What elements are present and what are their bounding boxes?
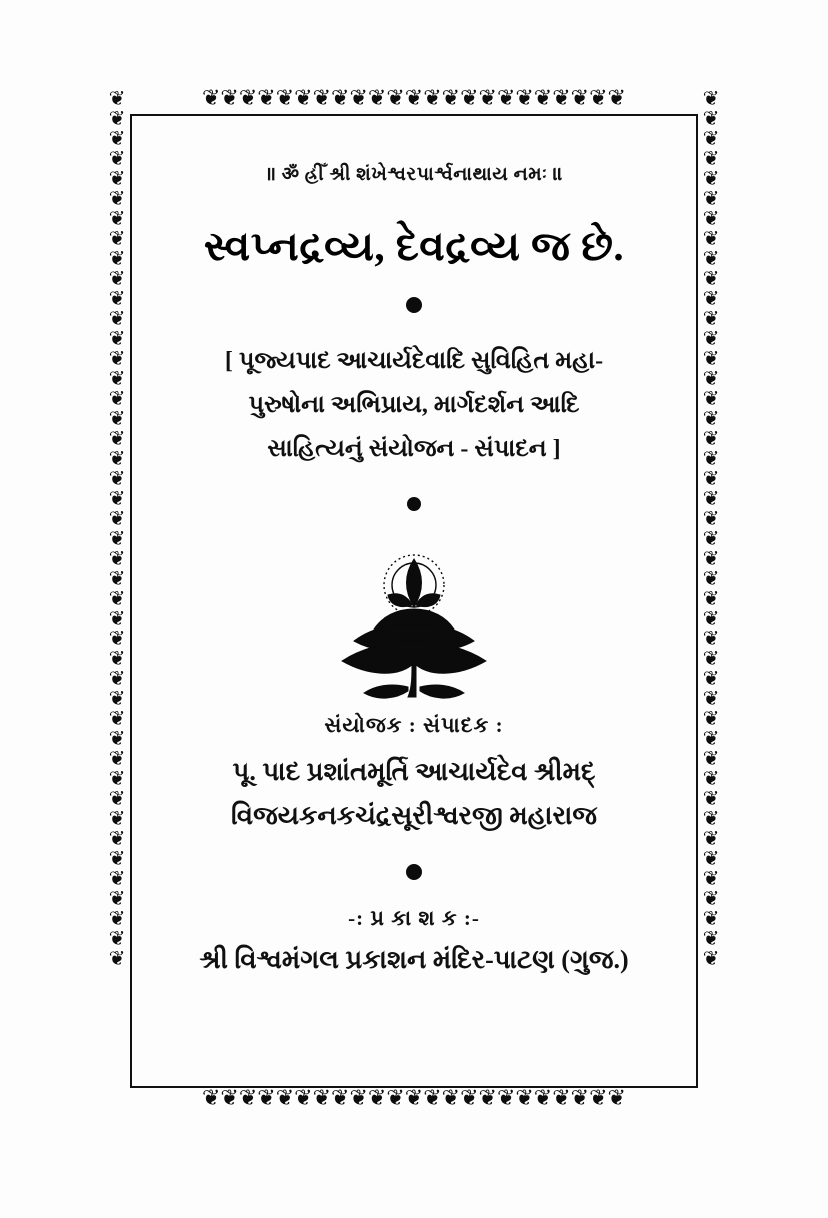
border-ornament-glyph: ❦ bbox=[108, 766, 126, 790]
ornament-dot-1 bbox=[406, 297, 422, 313]
border-band-top: ❦❦❦❦❦❦❦❦❦❦❦❦❦❦❦❦❦❦❦❦❦❦❦ bbox=[202, 88, 626, 111]
border-ornament-glyph: ❦ bbox=[702, 866, 720, 890]
border-ornament-glyph: ❦ bbox=[702, 406, 720, 430]
border-ornament-glyph: ❦ bbox=[702, 166, 720, 190]
border-ornament-glyph: ❦ bbox=[108, 426, 126, 450]
border-band-right bbox=[698, 88, 724, 1114]
border-ornament-glyph: ❦ bbox=[702, 226, 720, 250]
border-ornament-glyph: ❦ bbox=[108, 666, 126, 690]
border-ornament-glyph: ❦ bbox=[108, 346, 126, 370]
border-ornament-glyph: ❦ bbox=[702, 466, 720, 490]
border-ornament-glyph: ❦ bbox=[108, 546, 126, 570]
border-ornament-glyph: ❦ bbox=[108, 126, 126, 150]
border-ornament-glyph: ❦ bbox=[702, 926, 720, 950]
border-ornament-glyph: ❦ bbox=[702, 786, 720, 810]
border-ornament-glyph: ❦ bbox=[108, 826, 126, 850]
border-ornament-glyph: ❦ bbox=[702, 326, 720, 350]
border-ornament-glyph: ❦ bbox=[108, 566, 126, 590]
border-ornament-glyph: ❦ bbox=[108, 326, 126, 350]
border-ornament-glyph: ❦ bbox=[108, 706, 126, 730]
border-ornament-glyph: ❦ bbox=[702, 386, 720, 410]
border-ornament-glyph: ❦ bbox=[108, 186, 126, 210]
border-ornament-glyph: ❦ bbox=[702, 666, 720, 690]
border-ornament-glyph: ❦ bbox=[702, 586, 720, 610]
border-ornament-glyph: ❦ bbox=[702, 246, 720, 270]
border-ornament-glyph: ❦ bbox=[702, 206, 720, 230]
border-ornament-glyph: ❦ bbox=[702, 606, 720, 630]
border-ornament-glyph: ❦ bbox=[702, 186, 720, 210]
border-ornament-glyph: ❦ bbox=[108, 586, 126, 610]
border-ornament-glyph: ❦ bbox=[702, 686, 720, 710]
border-ornament-glyph: ❦ bbox=[108, 906, 126, 930]
border-ornament-glyph: ❦ bbox=[108, 146, 126, 170]
border-ornament-glyph: ❦ bbox=[108, 806, 126, 830]
border-ornament-glyph: ❦ bbox=[108, 946, 126, 970]
ornament-dot-3 bbox=[406, 864, 422, 880]
border-ornament-glyph: ❦ bbox=[702, 88, 720, 110]
border-ornament-glyph: ❦ bbox=[108, 866, 126, 890]
border-ornament-glyph: ❦ bbox=[108, 786, 126, 810]
border-ornament-glyph: ❦ bbox=[108, 686, 126, 710]
lotus-emblem-icon bbox=[304, 537, 524, 707]
border-ornament-glyph: ❦ bbox=[702, 806, 720, 830]
border-ornament-glyph: ❦ bbox=[702, 286, 720, 310]
subtitle-line-2: પુરુષોના અભિપ્રાય, માર્ગદર્શન આદિ bbox=[248, 392, 580, 418]
border-ornament-glyph: ❦ bbox=[108, 306, 126, 330]
border-band-left bbox=[104, 88, 130, 1114]
compiler-name-line-2: વિજયકનકચંદ્રસૂરીશ્વરજી મહારાજ bbox=[231, 801, 597, 830]
border-ornament-glyph: ❦ bbox=[108, 926, 126, 950]
border-ornament-glyph: ❦ bbox=[108, 446, 126, 470]
border-ornament-glyph: ❦ bbox=[702, 946, 720, 970]
border-ornament-glyph: ❦ bbox=[108, 886, 126, 910]
border-ornament-glyph: ❦ bbox=[702, 826, 720, 850]
border-ornament-glyph: ❦ bbox=[702, 886, 720, 910]
border-ornament-glyph: ❦ bbox=[702, 306, 720, 330]
border-ornament-glyph: ❦ bbox=[702, 646, 720, 670]
compiler-name-line-1: પૂ. પાદ પ્રશાંતમૂર્તિ આચાર્યદેવ શ્રીમદ્ bbox=[232, 757, 596, 786]
compiler-name bbox=[144, 750, 684, 838]
border-ornament-glyph: ❦ bbox=[108, 526, 126, 550]
border-ornament-glyph: ❦ bbox=[702, 106, 720, 130]
border-ornament-glyph: ❦ bbox=[702, 346, 720, 370]
border-band-bottom: ❦❦❦❦❦❦❦❦❦❦❦❦❦❦❦❦❦❦❦❦❦❦❦ bbox=[202, 1088, 626, 1111]
ornament-dot-2 bbox=[407, 497, 421, 511]
border-ornament-glyph: ❦ bbox=[108, 106, 126, 130]
border-ornament-glyph: ❦ bbox=[702, 506, 720, 530]
border-ornament-glyph: ❦ bbox=[108, 506, 126, 530]
border-ornament-glyph: ❦ bbox=[108, 366, 126, 390]
border-ornament-glyph: ❦ bbox=[108, 626, 126, 650]
border-ornament-glyph: ❦ bbox=[108, 486, 126, 510]
border-ornament-glyph: ❦ bbox=[702, 546, 720, 570]
border-ornament-glyph: ❦ bbox=[702, 486, 720, 510]
border-ornament-glyph: ❦ bbox=[702, 706, 720, 730]
border-ornament-glyph: ❦ bbox=[108, 226, 126, 250]
subtitle-line-1: [ પૂજ્યપાદ આચાર્યદેવાદિ સુવિહિત મહા- bbox=[224, 348, 604, 374]
subtitle-line-3: સાહિત્યનું સંયોજન - સંપાદન ] bbox=[267, 436, 561, 462]
border-ornament-glyph: ❦ bbox=[702, 266, 720, 290]
border-ornament-glyph: ❦ bbox=[108, 406, 126, 430]
border-ornament-glyph: ❦ bbox=[108, 286, 126, 310]
border-ornament-glyph: ❦ bbox=[108, 646, 126, 670]
border-ornament-glyph: ❦ bbox=[702, 146, 720, 170]
border-ornament-glyph: ❦ bbox=[702, 446, 720, 470]
publisher-label: -: પ્ર કા શ ક :- bbox=[348, 906, 480, 930]
border-ornament-glyph: ❦ bbox=[108, 266, 126, 290]
border-ornament-glyph: ❦ bbox=[108, 166, 126, 190]
border-ornament-glyph: ❦ bbox=[108, 206, 126, 230]
publisher-name: શ્રી વિશ્વમંગલ પ્રકાશન મંદિર-પાટણ (ગુજ.) bbox=[199, 945, 629, 974]
border-ornament-glyph: ❦ bbox=[108, 726, 126, 750]
border-ornament-glyph: ❦ bbox=[702, 126, 720, 150]
border-ornament-glyph: ❦ bbox=[702, 426, 720, 450]
border-ornament-glyph: ❦ bbox=[108, 88, 126, 110]
border-ornament-glyph: ❦ bbox=[108, 466, 126, 490]
border-ornament-glyph: ❦ bbox=[108, 606, 126, 630]
border-ornament-glyph: ❦ bbox=[702, 566, 720, 590]
border-ornament-glyph: ❦ bbox=[702, 906, 720, 930]
border-ornament-glyph: ❦ bbox=[108, 246, 126, 270]
border-ornament-glyph: ❦ bbox=[702, 766, 720, 790]
border-ornament-glyph: ❦ bbox=[108, 386, 126, 410]
invocation-line: ॥ ॐ હ્રીઁ શ્રી શંખેશ્વરપાર્શ્વનાથાય નમઃ ॥ bbox=[264, 164, 564, 185]
page-title: સ્વપ્નદ્રવ્ય, દેવદ્રવ્ય જ છે. bbox=[203, 223, 625, 269]
compiler-label: સંયોજક : સંપાદક : bbox=[324, 713, 504, 737]
subtitle-block bbox=[164, 339, 664, 471]
border-ornament-glyph: ❦ bbox=[702, 726, 720, 750]
border-ornament-glyph: ❦ bbox=[702, 626, 720, 650]
border-ornament-glyph: ❦ bbox=[702, 526, 720, 550]
title-page-content bbox=[136, 116, 692, 1086]
border-ornament-glyph: ❦ bbox=[702, 846, 720, 870]
border-ornament-glyph: ❦ bbox=[108, 846, 126, 870]
border-ornament-glyph: ❦ bbox=[108, 746, 126, 770]
border-ornament-glyph: ❦ bbox=[702, 366, 720, 390]
border-ornament-glyph: ❦ bbox=[702, 746, 720, 770]
